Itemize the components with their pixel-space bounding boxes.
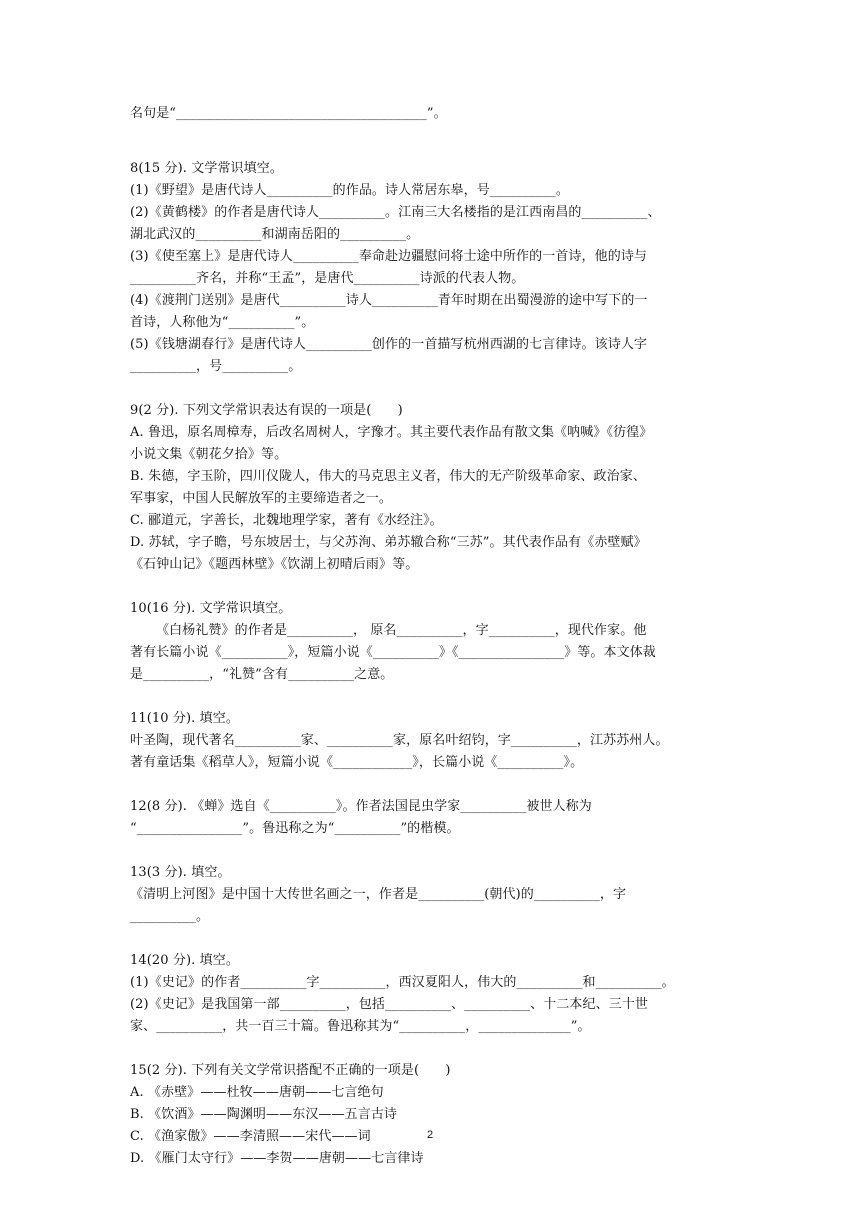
question-9-option-a: A. 鲁迅，原名周樟寿，后改名周树人，字豫才。其主要代表作品有散文集《呐喊》《彷徨》 xyxy=(130,425,653,440)
question-13-line: __________。 xyxy=(130,909,210,924)
question-14-line: (1)《史记》的作者__________字__________，西汉夏阳人，伟大的__________和__________。 xyxy=(130,975,675,990)
question-15-header: 15(2 分). 下列有关文学常识搭配不正确的一项是( ) xyxy=(130,1063,451,1078)
question-14 xyxy=(130,950,730,1038)
question-9-option-c: C. 郦道元，字善长，北魏地理学家，著有《水经注》。 xyxy=(130,513,443,528)
question-15-option-b: B. 《饮酒》——陶渊明——东汉——五言古诗 xyxy=(130,1107,398,1122)
question-14-line: 家、__________，共一百三十篇。鲁迅称其为“__________，______________”。 xyxy=(130,1019,591,1034)
question-10 xyxy=(130,598,730,686)
question-10-header: 10(16 分). 文学常识填空。 xyxy=(130,601,292,616)
question-8-line: 湖北武汉的__________和湖南岳阳的__________。 xyxy=(130,227,420,242)
question-13-line: 《清明上河图》是中国十大传世名画之一，作者是__________(朝代)的__________，字 xyxy=(130,887,627,902)
question-9 xyxy=(130,400,730,576)
question-12 xyxy=(130,796,730,840)
question-8-line: (1)《野望》是唐代诗人__________的作品。诗人常居东皋，号__________。 xyxy=(130,183,569,198)
famous-line-blank: 名句是“______________________________________”。 xyxy=(130,106,447,121)
question-8-line: 首诗，人称他为“__________”。 xyxy=(130,315,315,330)
question-8-line: (5)《钱塘湖春行》是唐代诗人__________创作的一首描写杭州西湖的七言律诗。该诗人字 xyxy=(130,337,648,352)
question-9-header: 9(2 分). 下列文学常识表达有误的一项是( ) xyxy=(130,403,403,418)
question-12-line: 12(8 分). 《蝉》选自《__________》。作者法国昆虫学家__________被世人称为 xyxy=(130,799,592,814)
question-8-line: (4)《渡荆门送别》是唐代__________诗人__________青年时期在出蜀漫游的途中写下的一 xyxy=(130,293,648,308)
question-15 xyxy=(130,1060,730,1170)
question-11 xyxy=(130,708,730,774)
question-11-header: 11(10 分). 填空。 xyxy=(130,711,239,726)
question-9-line: 军事家，中国人民解放军的主要缔造者之一。 xyxy=(130,491,393,506)
question-9-option-d: D. 苏轼，字子瞻，号东坡居士，与父苏洵、弟苏辙合称“三苏”。其代表作品有《赤壁赋》 xyxy=(130,535,647,550)
question-13-header: 13(3 分). 填空。 xyxy=(130,865,231,880)
question-15-option-a: A. 《赤壁》——杜牧——唐朝——七言绝句 xyxy=(130,1085,384,1100)
question-8-line: (3)《使至塞上》是唐代诗人__________奉命赴边疆慰问将士途中所作的一首诗，他的诗与 xyxy=(130,249,648,264)
question-10-line: 著有长篇小说《__________》，短篇小说《__________》《________________》等。本文体裁 xyxy=(130,645,656,660)
question-8-line: (2)《黄鹤楼》的作者是唐代诗人__________。江南三大名楼指的是江西南昌的__________、 xyxy=(130,205,661,220)
page-content xyxy=(130,103,730,1170)
question-10-line: 是__________，“礼赞”含有__________之意。 xyxy=(130,667,394,682)
page-number: 2 xyxy=(426,1129,434,1141)
question-8-line: __________齐名，并称“王孟”，是唐代__________诗派的代表人物。 xyxy=(130,271,525,286)
question-9-line: 小说文集《朝花夕拾》等。 xyxy=(130,447,288,462)
question-9-option-b: B. 朱德，字玉阶，四川仪陇人，伟大的马克思主义者，伟大的无产阶级革命家、政治家、 xyxy=(130,469,646,484)
question-11-line: 著有童话集《稻草人》，短篇小说《____________》，长篇小说《__________》。 xyxy=(130,755,584,770)
question-8 xyxy=(130,158,730,378)
question-13 xyxy=(130,862,730,928)
question-11-line: 叶圣陶，现代著名__________家、__________家，原名叶绍钧，字__________，江苏苏州人。 xyxy=(130,733,669,748)
question-14-line: (2)《史记》是我国第一部__________，包括__________、__________、十二本纪、三十世 xyxy=(130,997,649,1012)
question-8-header: 8(15 分). 文学常识填空。 xyxy=(130,161,283,176)
question-12-line: “________________”。鲁迅称之为“__________”的楷模。 xyxy=(130,821,460,836)
question-14-header: 14(20 分). 填空。 xyxy=(130,953,239,968)
question-15-option-c: C. 《渔家傲》——李清照——宋代——词 xyxy=(130,1129,371,1144)
question-9-line: 《石钟山记》《题西林壁》《饮湖上初晴后雨》等。 xyxy=(130,557,419,572)
question-8-line: __________，号__________。 xyxy=(130,359,302,374)
question-15-option-d: D. 《雁门太守行》——李贺——唐朝——七言律诗 xyxy=(130,1151,424,1166)
question-10-line: 《白杨礼赞》的作者是__________， 原名__________，字__________，现代作家。他 xyxy=(156,623,647,638)
